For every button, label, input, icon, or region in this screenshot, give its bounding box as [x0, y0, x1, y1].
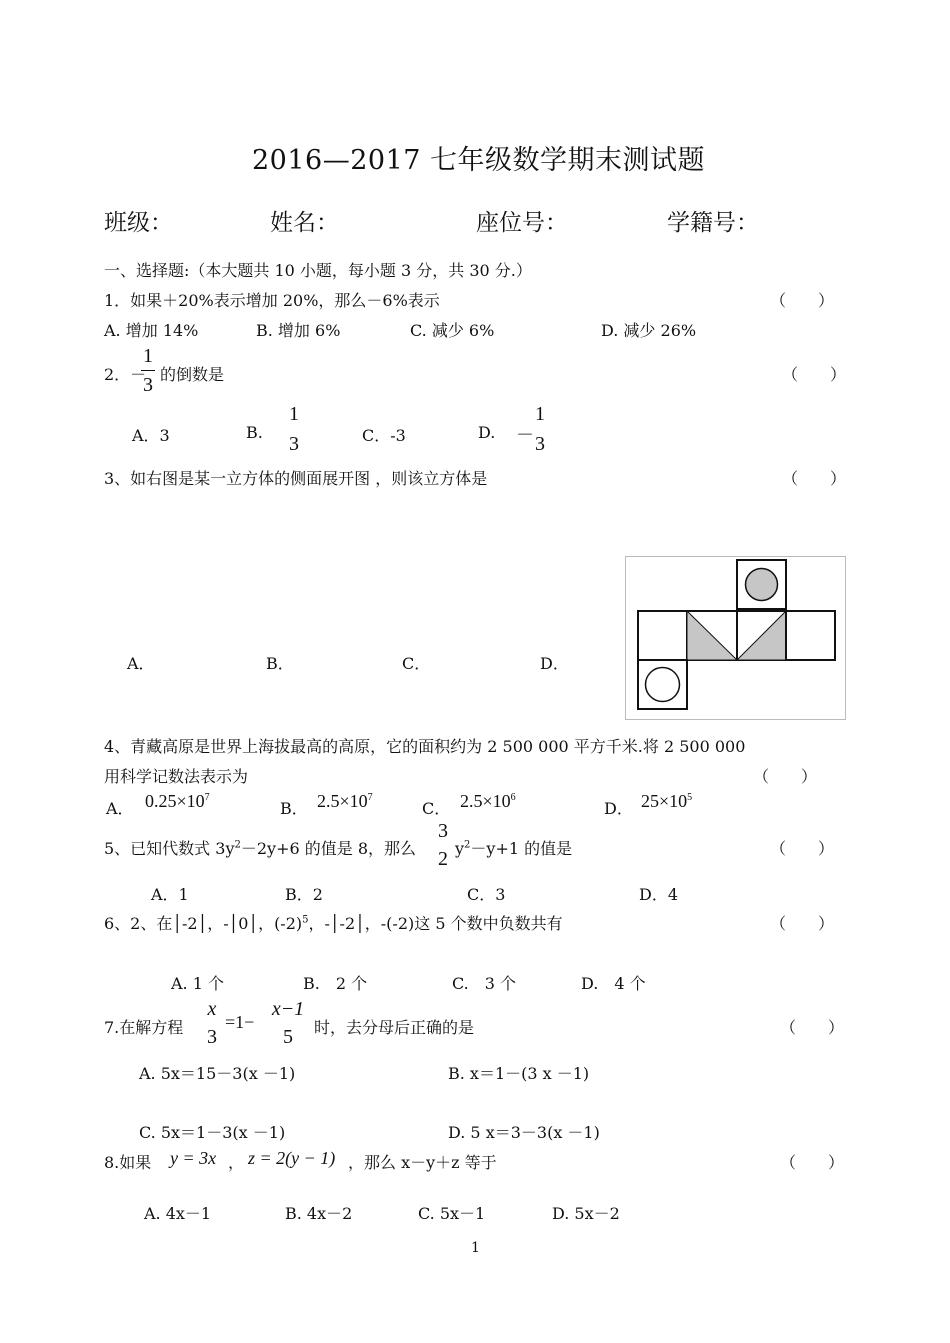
q5-stem-part3: y	[455, 839, 465, 858]
q2-d-num: 1	[535, 403, 545, 425]
q7-right-den: 5	[283, 1026, 293, 1048]
q5-fraction-num: 3	[438, 820, 448, 842]
q2-option-c: C．-3	[362, 426, 406, 445]
q4-c-base: 2.5×10	[460, 791, 511, 811]
q5-option-b: B．2	[285, 885, 323, 904]
q5-answer-blank: （ ）	[770, 839, 835, 858]
q8-answer-blank: （ ）	[780, 1153, 845, 1172]
q5-stem-part4: －y+1 的值是	[470, 839, 573, 858]
q3-option-a: A．	[127, 654, 155, 673]
q1-option-b: B. 增加 6%	[256, 321, 341, 340]
q6-exp: 5	[302, 914, 309, 926]
q2-option-d-label: D.	[478, 423, 496, 442]
q4-d-exp: 5	[687, 792, 693, 803]
q3-option-b: B．	[266, 654, 294, 673]
q2-fraction-den: 3	[143, 374, 153, 396]
q5-stem-tail	[455, 836, 572, 859]
q8-prefix: 8.如果	[104, 1153, 152, 1172]
q8-option-d: D. 5x－2	[552, 1204, 620, 1223]
fraction-bar	[141, 370, 155, 371]
q5-exp1: 2	[234, 839, 241, 851]
q6-option-c: C. 3 个	[452, 974, 517, 993]
q2-b-num: 1	[289, 403, 299, 425]
q6-stem-part1: 6、2、在│-2│，-│0│，(-2)	[104, 914, 303, 933]
seat-label: 座位号：	[476, 210, 568, 236]
q4-option-a-label: A．	[106, 799, 134, 818]
q4-a-exp: 7	[204, 792, 210, 803]
q3-answer-blank: （ ）	[782, 469, 847, 488]
q4-stem-line2: 用科学记数法表示为	[104, 767, 249, 786]
q2-prefix: 2．－	[104, 365, 147, 384]
class-label: 班级：	[104, 210, 173, 236]
q5-stem	[104, 836, 416, 859]
q5-option-a: A．1	[151, 885, 189, 904]
q7-answer-blank: （ ）	[780, 1018, 845, 1037]
q8-option-a: A. 4x－1	[144, 1204, 212, 1223]
q4-option-c-label: C．	[422, 799, 451, 818]
q7-stem: 时，去分母后正确的是	[314, 1018, 475, 1037]
q2-stem: 的倒数是	[160, 365, 225, 384]
q8-stem: ，那么 x－y＋z 等于	[348, 1153, 497, 1172]
q4-option-d-value	[641, 791, 692, 812]
q2-option-b-label: B.	[246, 423, 263, 442]
q1-option-a: A. 增加 14%	[104, 321, 199, 340]
page-title: 2016—2017 七年级数学期末测试题	[252, 145, 706, 176]
q7-option-b: B. x＝1－(3 x －1)	[448, 1064, 590, 1083]
q4-option-d-label: D．	[604, 799, 633, 818]
cube-net-figure	[625, 556, 847, 721]
section-heading: 一、选择题:（本大题共 10 小题，每小题 3 分，共 30 分.）	[104, 261, 532, 280]
page-number: 1	[471, 1240, 480, 1256]
q5-stem-part1: 5、已知代数式 3y	[104, 839, 235, 858]
q4-option-c-value	[460, 791, 516, 812]
q8-option-b: B. 4x－2	[285, 1204, 353, 1223]
filled-circle-icon	[746, 569, 778, 601]
q8-expr1: y = 3x	[170, 1148, 217, 1168]
q4-d-base: 25×10	[641, 791, 688, 811]
q2-option-d-sign: －	[516, 425, 534, 446]
q6-option-d: D. 4 个	[581, 974, 646, 993]
q7-option-d: D. 5 x＝3－3(x －1)	[448, 1123, 600, 1142]
q4-b-base: 2.5×10	[317, 791, 368, 811]
q2-answer-blank: （ ）	[782, 365, 847, 384]
q4-option-a-value	[145, 791, 210, 812]
name-label: 姓名：	[270, 210, 339, 236]
q1-stem: 1．如果＋20%表示增加 20%，那么－6%表示	[104, 291, 440, 310]
q7-prefix: 7.在解方程	[104, 1018, 184, 1037]
q4-a-base: 0.25×10	[145, 791, 205, 811]
q6-stem-part2: ，-│-2│，-(-2)这 5 个数中负数共有	[308, 914, 563, 933]
q1-answer-blank: （ ）	[770, 291, 835, 310]
q2-d-den: 3	[535, 433, 545, 455]
q7-option-c: C. 5x＝1－3(x －1)	[139, 1123, 286, 1142]
q2-option-d-fraction	[532, 402, 548, 456]
q2-option-b-fraction	[286, 402, 302, 456]
q5-stem-part2: －2y+6 的值是 8，那么	[240, 839, 417, 858]
q4-option-b-value	[317, 791, 373, 812]
q5-fraction	[436, 819, 450, 871]
q6-answer-blank: （ ）	[770, 914, 835, 933]
q1-option-c: C. 减少 6%	[410, 321, 495, 340]
q4-option-b-label: B．	[280, 799, 308, 818]
q5-option-d: D．4	[639, 885, 679, 904]
q1-option-d: D. 减少 26%	[601, 321, 697, 340]
q3-stem: 3、如右图是某一立方体的侧面展开图 ，则该立方体是	[104, 469, 488, 488]
q7-fraction-left	[205, 997, 219, 1049]
q4-b-exp: 7	[367, 792, 373, 803]
q5-option-c: C．3	[467, 885, 506, 904]
q7-fraction-right	[269, 997, 307, 1049]
q8-option-c: C. 5x－1	[418, 1204, 486, 1223]
q2-b-den: 3	[289, 433, 299, 455]
q3-option-c: C．	[402, 654, 431, 673]
q7-right-num: x−1	[271, 998, 305, 1020]
q7-left-den: 3	[207, 1026, 217, 1048]
student-id-label: 学籍号：	[667, 210, 759, 236]
q3-option-d: D．	[540, 654, 569, 673]
q2-fraction-num: 1	[143, 345, 153, 367]
q2-option-a: A．3	[132, 426, 170, 445]
q4-stem-line1: 4、青藏高原是世界上海拔最高的高原，它的面积约为 2 500 000 平方千米.将 2 500 000	[104, 737, 746, 756]
q7-option-a: A. 5x＝15－3(x －1)	[139, 1064, 296, 1083]
q7-equals: =1−	[225, 1012, 255, 1032]
q7-left-num: x	[207, 998, 217, 1020]
q6-stem	[104, 911, 563, 934]
q8-expr2: z = 2(y − 1)	[248, 1148, 336, 1168]
q6-option-a: A. 1 个	[171, 974, 224, 993]
q6-option-b: B. 2 个	[303, 974, 368, 993]
q4-c-exp: 6	[510, 792, 516, 803]
q5-fraction-den: 2	[438, 848, 448, 870]
q5-exp2: 2	[464, 839, 471, 851]
empty-circle-icon	[646, 668, 680, 702]
q8-comma: ，	[228, 1153, 245, 1172]
q2-fraction	[141, 344, 155, 397]
q4-answer-blank: （ ）	[753, 767, 818, 786]
